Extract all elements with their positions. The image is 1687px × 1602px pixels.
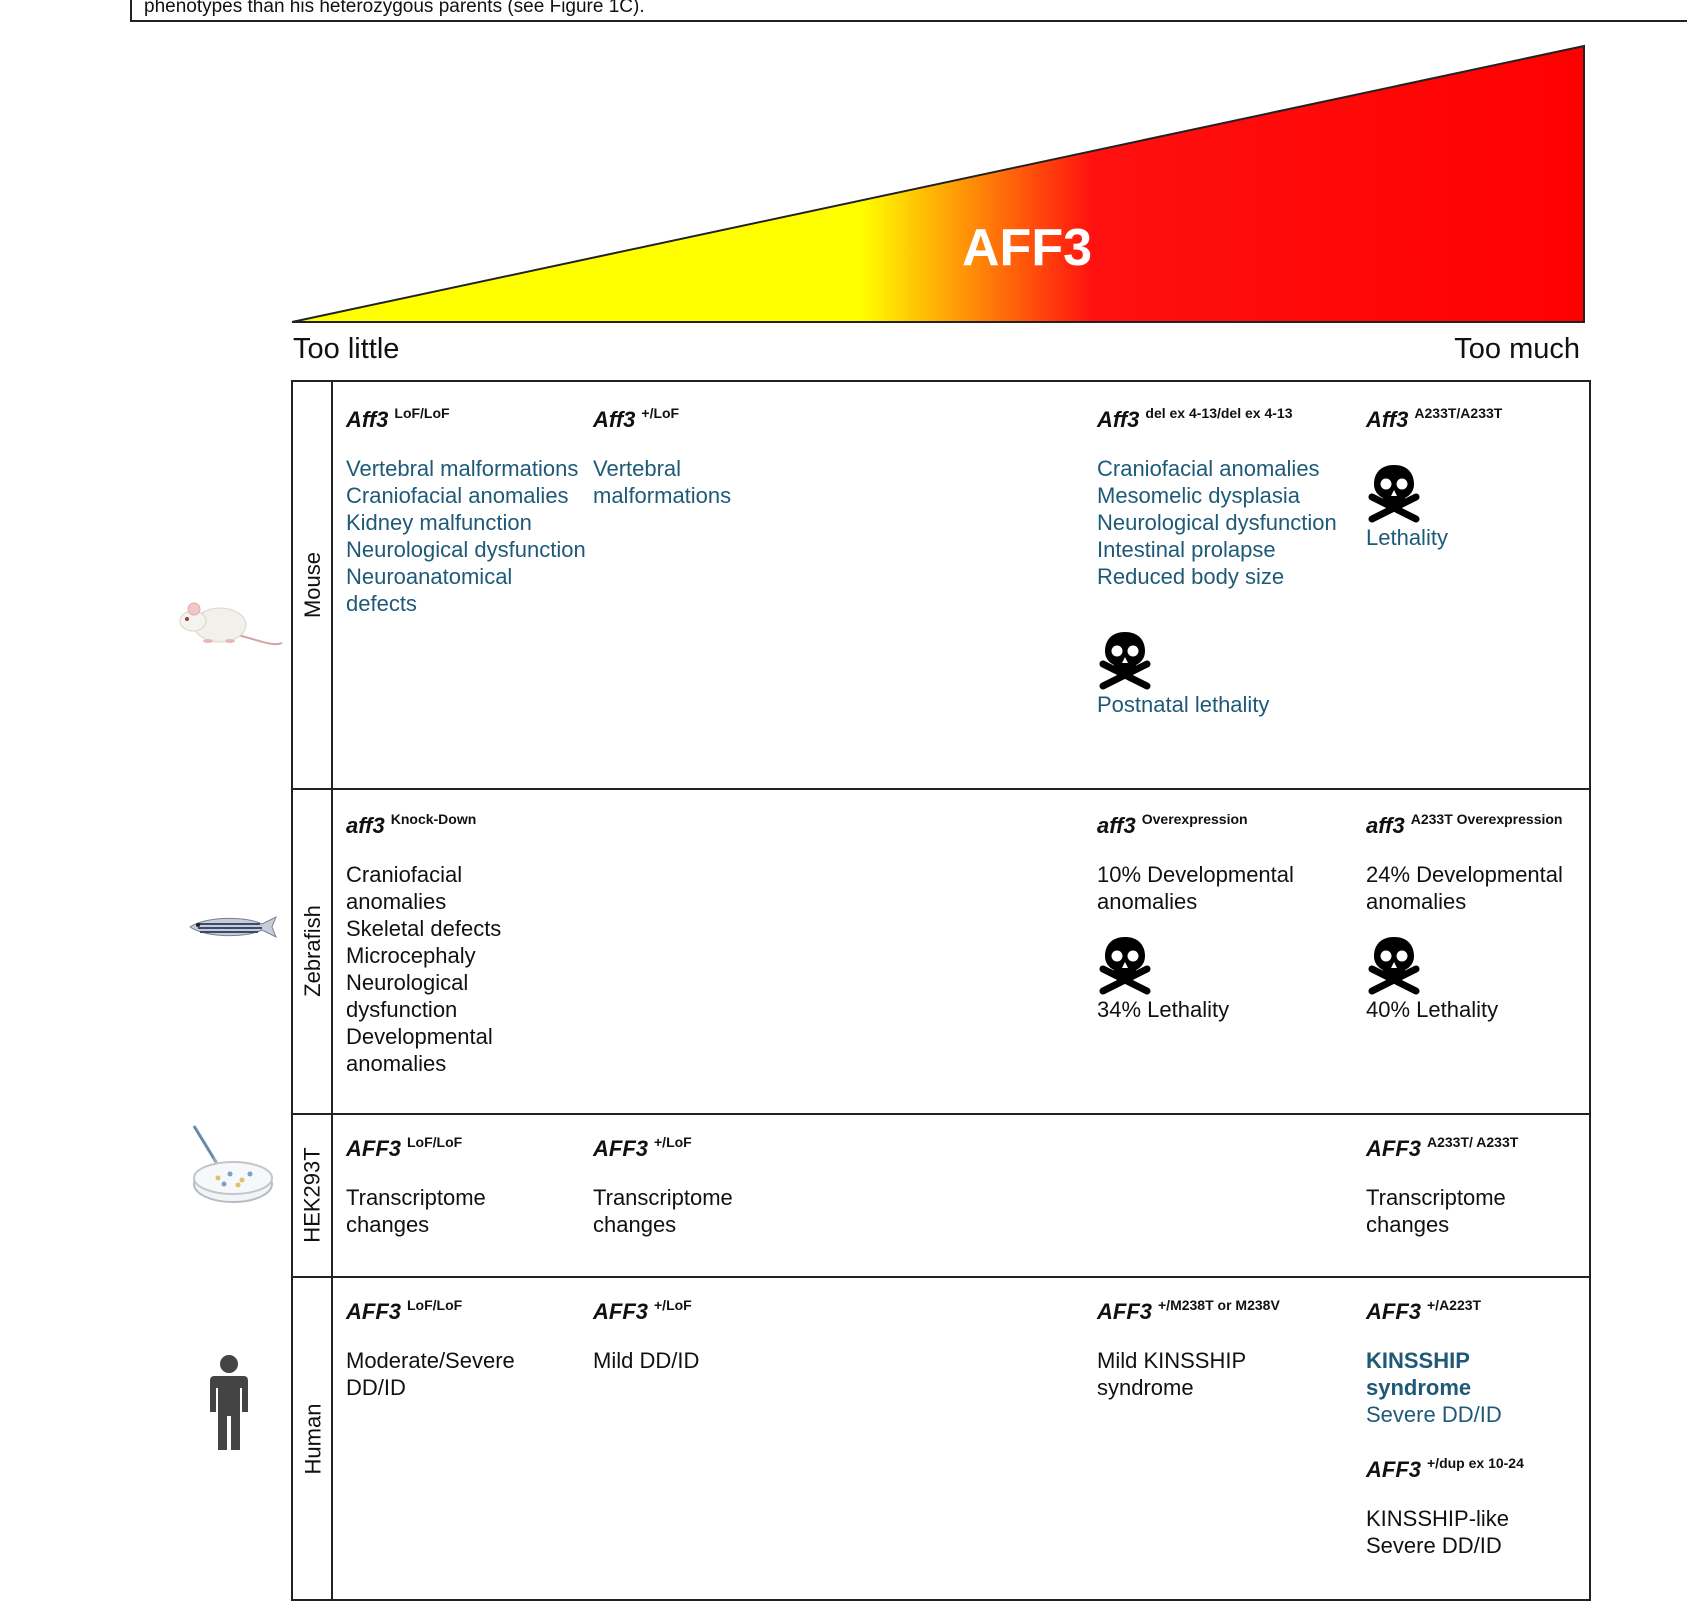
phenotype-grid — [291, 380, 1591, 1601]
human-a223t-cell — [1366, 1292, 1586, 1559]
mouse-het-lof-cell — [593, 400, 753, 509]
phenotype-list: 24% Developmental anomalies — [1366, 862, 1563, 914]
phenotype-list: KINSSHIP-like Severe DD/ID — [1366, 1506, 1510, 1558]
genotype-label: Aff3 $^{A233T/A233T}$ — [1366, 405, 1503, 432]
petri-dish-icon — [190, 1122, 276, 1206]
genotype-label: AFF3 $^{+/LoF}$ — [593, 1134, 692, 1161]
lethality-label: 40% Lethality — [1366, 997, 1499, 1022]
row-label-human: Human — [300, 1403, 326, 1474]
genotype-label: AFF3 $^{A233T/ A233T}$ — [1366, 1134, 1519, 1161]
skull-icon — [1366, 463, 1422, 523]
phenotype-list: Mild DD/ID — [593, 1348, 700, 1373]
phenotype-list: KINSSHIP syndrome Severe DD/ID — [1366, 1348, 1502, 1427]
row-label-zebrafish: Zebrafish — [300, 904, 325, 997]
phenotype-list: Craniofacial anomalies Skeletal defects Microcephaly Neurological dysfunction Developmental anomalies — [346, 862, 502, 1076]
zebrafish-icon — [186, 912, 278, 942]
too-little-label: Too little — [293, 333, 400, 365]
zebrafish-oe-cell — [1097, 806, 1327, 1023]
phenotype-list: Transcriptome changes — [346, 1185, 486, 1237]
aff3-gradient-wedge — [0, 0, 1687, 380]
genotype-label: AFF3 $^{LoF/LoF}$ — [346, 1134, 463, 1161]
human-icon — [208, 1354, 250, 1454]
mouse-del-cell — [1097, 400, 1367, 718]
row-divider — [293, 1276, 1589, 1278]
gradient-triangle — [292, 46, 1584, 322]
genotype-label: AFF3 $^{+/A223T}$ — [1366, 1297, 1482, 1324]
lethality-label: Lethality — [1366, 525, 1448, 550]
aff3-title: AFF3 — [962, 219, 1092, 277]
caption-text: phenotypes than his heterozygous parents (see Figure 1C). — [144, 0, 645, 17]
row-divider — [293, 788, 1589, 790]
genotype-label: aff3 $^{Knock-Down}$ — [346, 811, 477, 838]
phenotype-list: Transcriptome changes — [593, 1185, 733, 1237]
genotype-label: Aff3 $^{LoF/LoF}$ — [346, 405, 450, 432]
genotype-label: Aff3 $^{del ex 4-13/del ex 4-13}$ — [1097, 405, 1293, 432]
hek-a233t-cell — [1366, 1129, 1586, 1238]
genotype-label: AFF3 $^{+/LoF}$ — [593, 1297, 692, 1324]
zebrafish-a233t-oe-cell — [1366, 806, 1586, 1023]
lethality-label: 34% Lethality — [1097, 997, 1230, 1022]
too-much-label: Too much — [1454, 333, 1580, 365]
genotype-label: aff3 $^{A233T Overexpression}$ — [1366, 811, 1563, 838]
mouse-a233t-cell — [1366, 400, 1586, 551]
skull-icon — [1366, 935, 1422, 995]
kinsship-highlight: KINSSHIP syndrome — [1366, 1348, 1472, 1400]
lethality-label: Postnatal lethality — [1097, 692, 1270, 717]
row-divider — [293, 1113, 1589, 1115]
phenotype-list: Transcriptome changes — [1366, 1185, 1506, 1237]
genotype-label: AFF3 $^{+/M238T or M238V}$ — [1097, 1297, 1280, 1324]
genotype-label: aff3 $^{Overexpression}$ — [1097, 811, 1248, 838]
row-label-hek293t: HEK293T — [300, 1146, 326, 1243]
hek-lof-lof-cell — [346, 1129, 546, 1238]
skull-icon — [1097, 630, 1153, 690]
genotype-label: AFF3 $^{+/dup ex 10-24}$ — [1366, 1455, 1524, 1482]
phenotype-list: Vertebral malformations Craniofacial anomalies Kidney malfunction Neurological dysfunction Neuroanatomical defects — [346, 456, 586, 616]
phenotype-list: Vertebral malformations — [593, 456, 732, 508]
mouse-icon — [178, 595, 286, 655]
human-lof-lof-cell — [346, 1292, 546, 1401]
skull-icon — [1097, 935, 1153, 995]
row-label-mouse: Mouse — [300, 551, 326, 619]
phenotype-list: Craniofacial anomalies Mesomelic dysplasia Neurological dysfunction Intestinal prolapse Reduced body size — [1097, 456, 1337, 589]
phenotype-list: 10% Developmental anomalies — [1097, 862, 1294, 914]
phenotype-list: Mild KINSSHIP syndrome — [1097, 1348, 1246, 1400]
phenotype-list: Moderate/Severe DD/ID — [346, 1348, 515, 1400]
human-m238-cell — [1097, 1292, 1357, 1401]
mouse-lof-lof-cell — [346, 400, 586, 617]
hek-het-lof-cell — [593, 1129, 793, 1238]
genotype-label: Aff3 $^{+/LoF}$ — [593, 405, 680, 432]
human-het-lof-cell — [593, 1292, 793, 1374]
genotype-label: AFF3 $^{LoF/LoF}$ — [346, 1297, 463, 1324]
zebrafish-kd-cell — [346, 806, 586, 1077]
